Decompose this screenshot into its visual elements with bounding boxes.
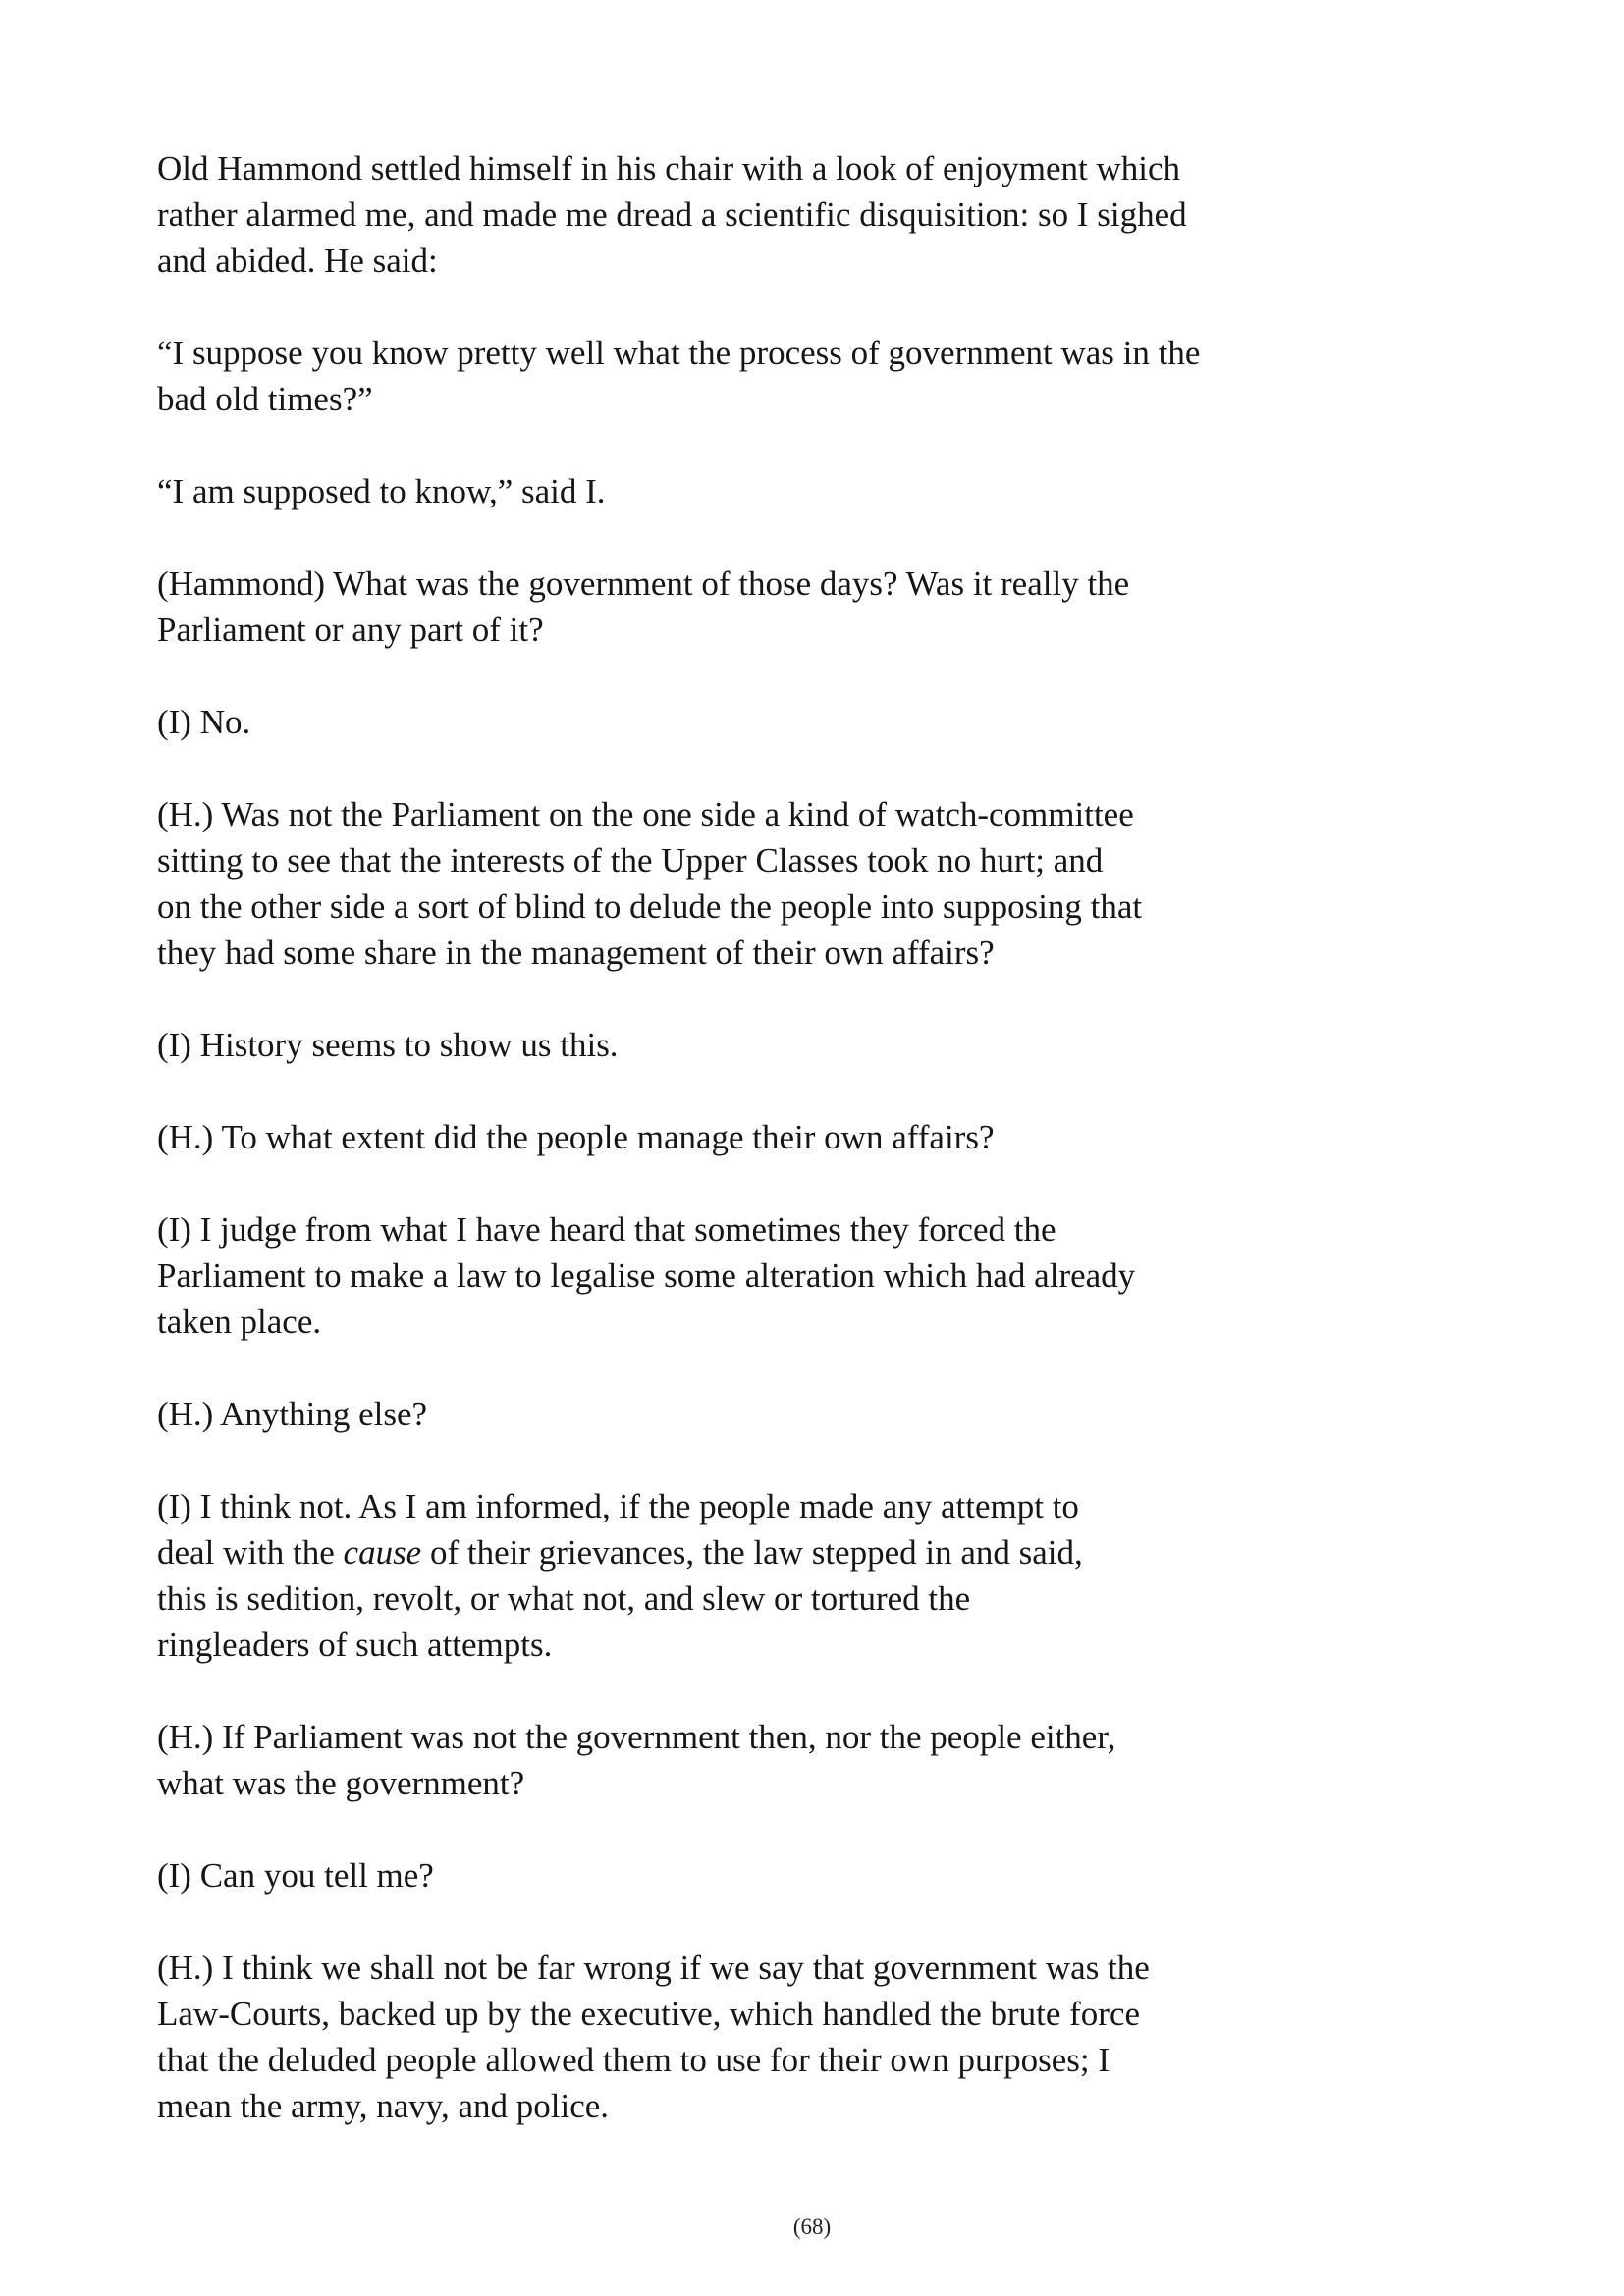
paragraph-i-4-before: (I) I think not. As I am informed, if the people made any attempt to deal with the: [157, 1487, 1079, 1572]
paragraph-i-4: [157, 1483, 1335, 1668]
paragraph-question: “I suppose you know pretty well what the process of government was in the bad old times?”: [157, 334, 1201, 418]
paragraph-hammond-4: (H.) Anything else?: [157, 1395, 428, 1433]
paragraph-reply: “I am supposed to know,” said I.: [157, 472, 606, 510]
paragraph-hammond-6: (H.) I think we shall not be far wrong if we say that government was the Law-Courts, backed up by the executive, which handled the brute force that the deluded people allowed them to use for their own purposes; I mean the army, navy, and police.: [157, 1949, 1150, 2125]
paragraph-i-3: (I) I judge from what I have heard that sometimes they forced the Parliament to make a law to legalise some alteration which had already taken place.: [157, 1210, 1136, 1341]
paragraph-i-4-after: of their grievances, the law stepped in and said, this is sedition, revolt, or what not, and slew or tortured the ringleaders of such attempts.: [157, 1533, 1083, 1664]
paragraph-hammond-2: (H.) Was not the Parliament on the one side a kind of watch-committee sitting to see that the interests of the Upper Classes took no hurt; and on the other side a sort of blind to delude the people into supposing that they had some share in the management of their own affairs?: [157, 795, 1143, 972]
paragraph-i-2: (I) History seems to show us this.: [157, 1026, 619, 1064]
page-number: (68): [792, 2215, 832, 2239]
paragraph-i-1: (I) No.: [157, 703, 251, 741]
paragraph-hammond-3: (H.) To what extent did the people manage their own affairs?: [157, 1118, 995, 1156]
emphasis-cause: cause: [343, 1533, 422, 1572]
paragraph-i-5: (I) Can you tell me?: [157, 1856, 434, 1895]
page-body: [157, 145, 1335, 2175]
paragraph-hammond-5: (H.) If Parliament was not the government then, nor the people either, what was the government?: [157, 1718, 1116, 1802]
paragraph-hammond-1: (Hammond) What was the government of those days? Was it really the Parliament or any part of it?: [157, 564, 1130, 649]
paragraph-narration: Old Hammond settled himself in his chair with a look of enjoyment which rather alarmed me, and made me dread a scientific disquisition: so I sighed and abided. He said:: [157, 149, 1187, 280]
